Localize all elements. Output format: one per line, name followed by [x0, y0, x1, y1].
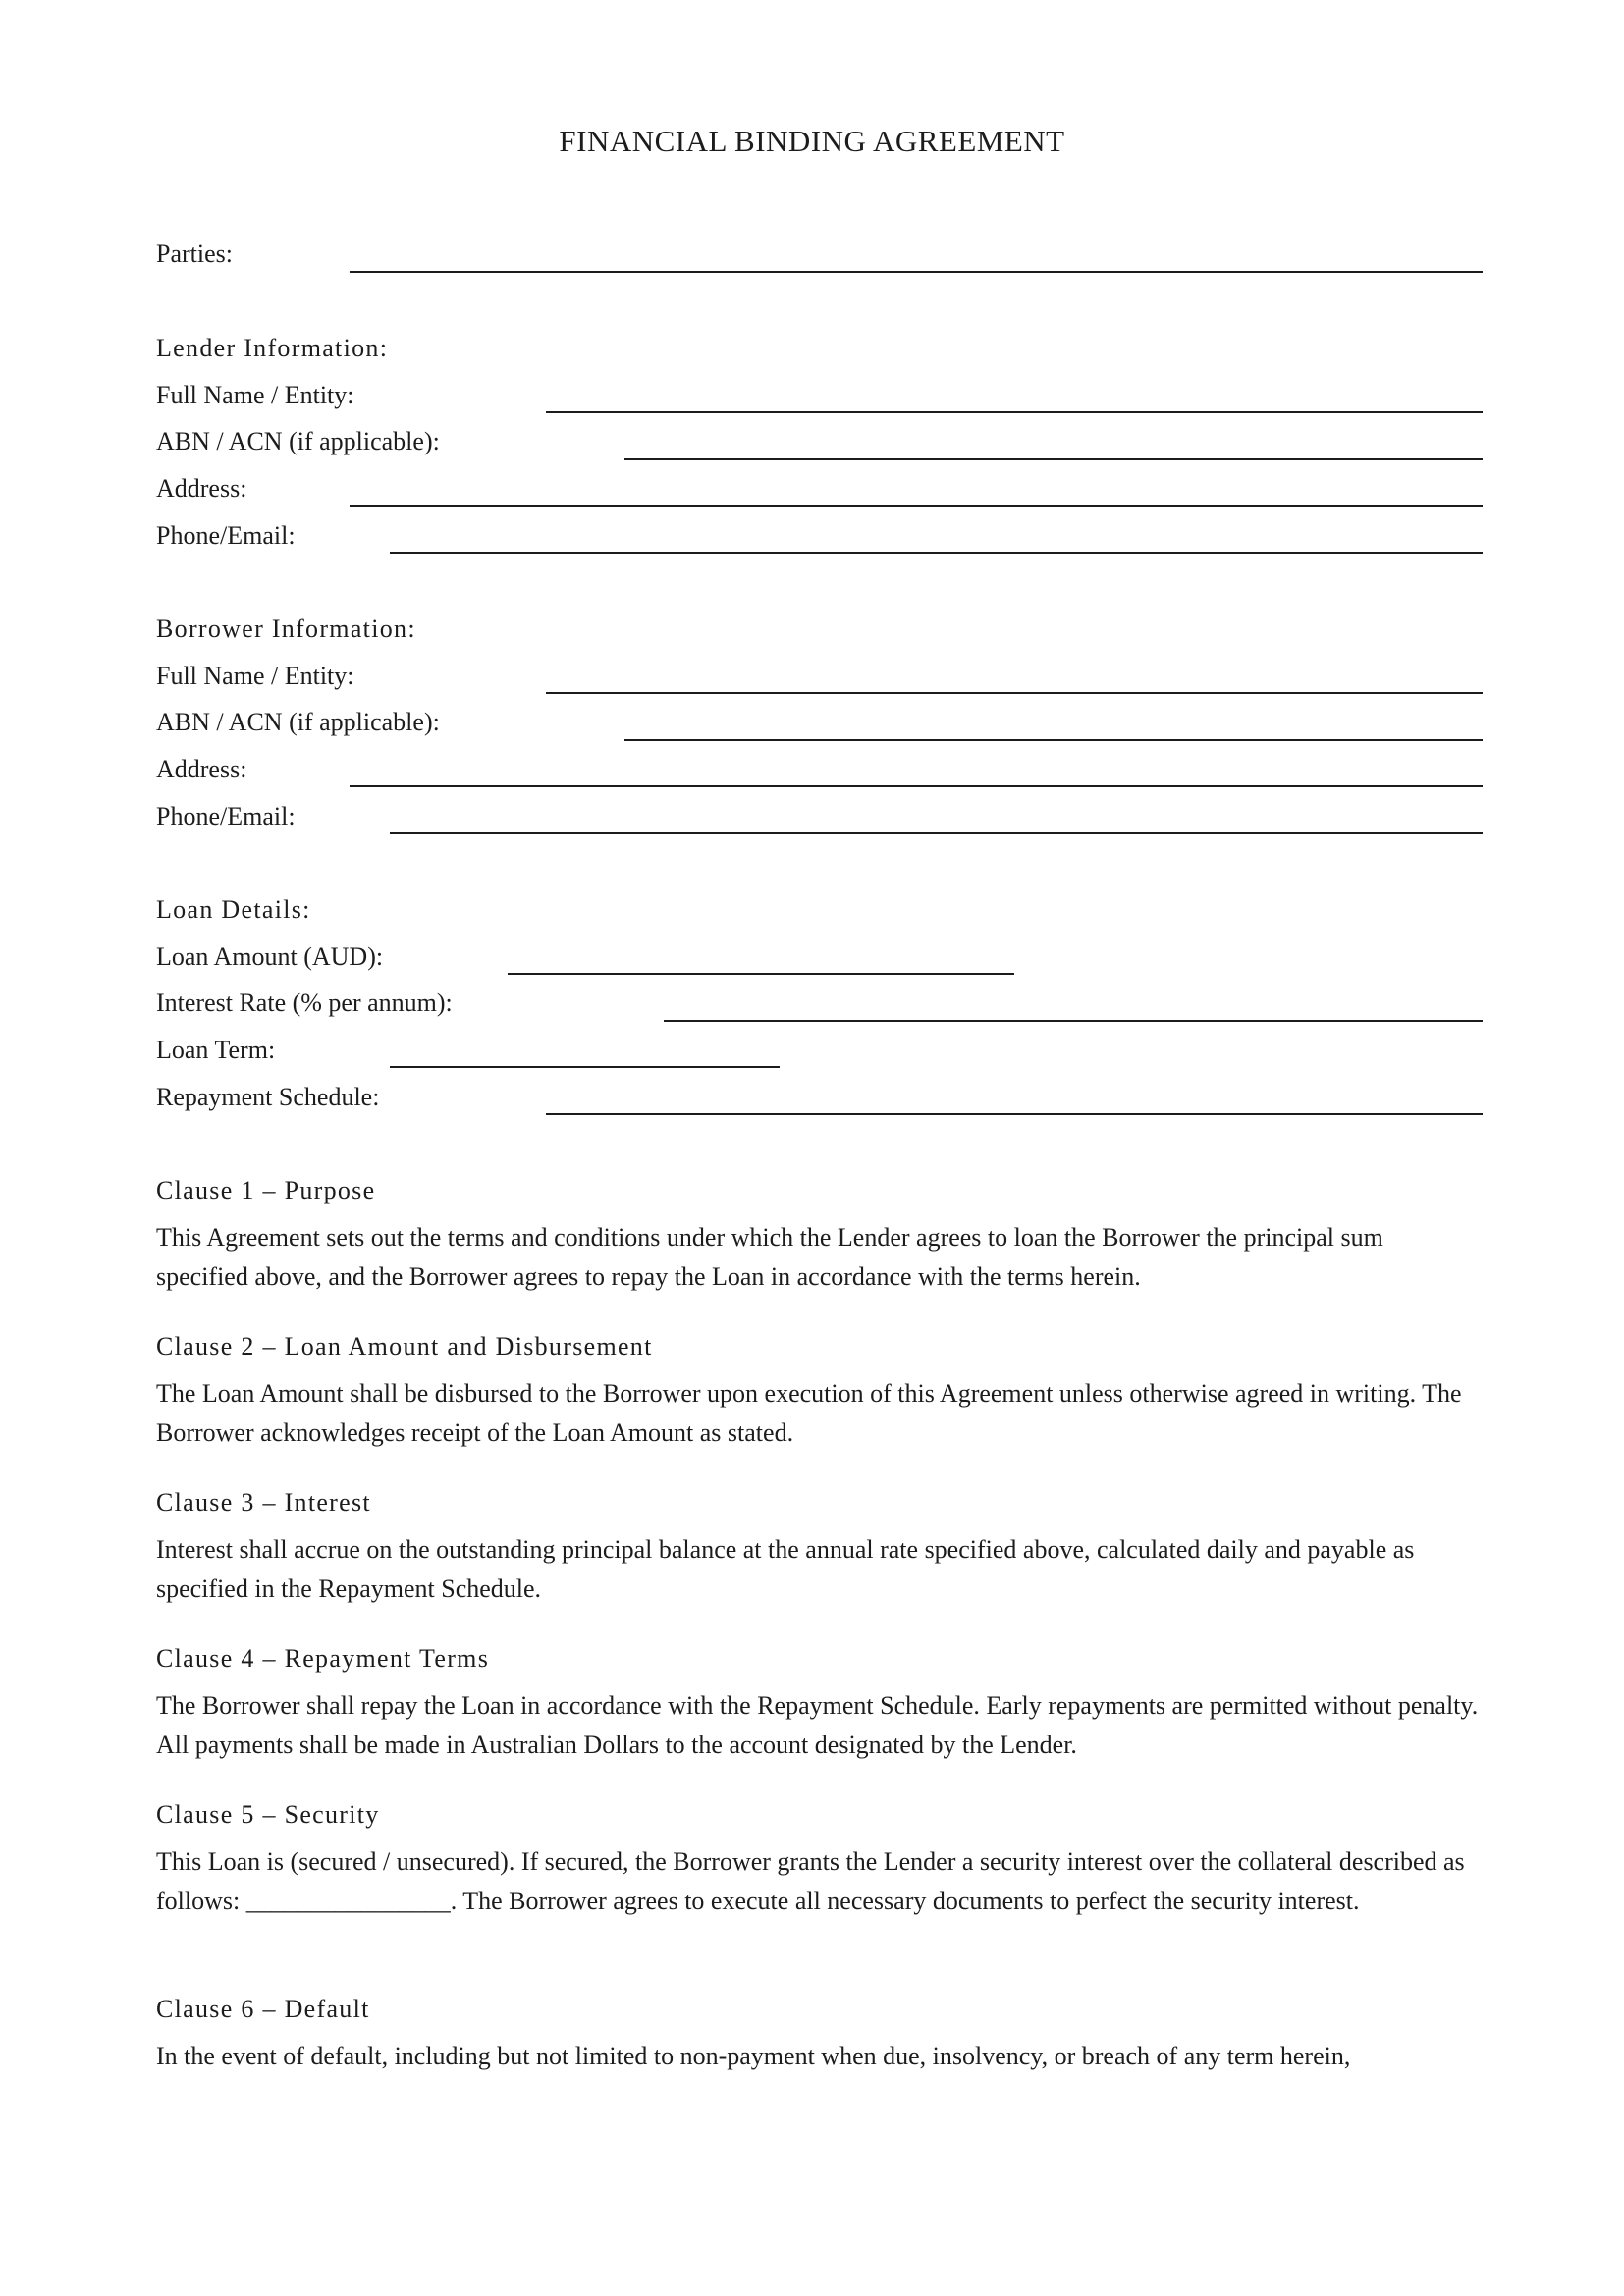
- document-title: FINANCIAL BINDING AGREEMENT: [559, 124, 1065, 158]
- lender-contact-field-line[interactable]: [390, 552, 1483, 554]
- clause-3-text: Interest shall accrue on the outstanding principal balance at the annual rate specified above, calculated daily and payable as specified in the Repayment Schedule.: [156, 1535, 1415, 1603]
- borrower-abn-label: ABN / ACN (if applicable):: [156, 708, 440, 736]
- clause-4-heading: Clause 4 – Repayment Terms: [156, 1644, 490, 1673]
- clause-1-heading: Clause 1 – Purpose: [156, 1176, 376, 1204]
- loan-amount-label: Loan Amount (AUD):: [156, 942, 384, 971]
- clause-6-text: In the event of default, including but not limited to non-payment when due, insolvency, or breach of any term herein,: [156, 2042, 1351, 2070]
- lender-address-label: Address:: [156, 474, 247, 503]
- repayment-schedule-label: Repayment Schedule:: [156, 1083, 380, 1111]
- lender-full-name-field-line[interactable]: [546, 411, 1483, 413]
- interest-rate-field-line[interactable]: [664, 1020, 1483, 1022]
- clause-2-text: The Loan Amount shall be disbursed to the Borrower upon execution of this Agreement unless otherwise agreed in writing. The Borrower acknowledges receipt of the Loan Amount as stated.: [156, 1379, 1462, 1447]
- borrower-full-name-label: Full Name / Entity:: [156, 662, 354, 690]
- clause-4-text: The Borrower shall repay the Loan in accordance with the Repayment Schedule. Early repayments are permitted without penalty. All payments shall be made in Australian Dollars to the account designated by the Lender.: [156, 1691, 1479, 1759]
- clause-6-heading: Clause 6 – Default: [156, 1995, 370, 2023]
- lender-full-name-label: Full Name / Entity:: [156, 381, 354, 409]
- repayment-schedule-field-line[interactable]: [546, 1113, 1483, 1115]
- parties-field-line[interactable]: [350, 271, 1483, 273]
- clause-5-text: This Loan is (secured / unsecured). If secured, the Borrower grants the Lender a security interest over the collateral described as follows: ________________. The Borrower agrees to execute all necessary documents to perfect the security interest.: [156, 1847, 1465, 1915]
- clause-1-text: This Agreement sets out the terms and conditions under which the Lender agrees to loan the Borrower the principal sum specified above, and the Borrower agrees to repay the Loan in accordance with the terms herein.: [156, 1223, 1383, 1291]
- lender-address-field-line[interactable]: [350, 505, 1483, 507]
- loan-term-field-line[interactable]: [390, 1066, 780, 1068]
- clause-2-heading: Clause 2 – Loan Amount and Disbursement: [156, 1332, 653, 1361]
- borrower-contact-label: Phone/Email:: [156, 802, 296, 830]
- clause-5-heading: Clause 5 – Security: [156, 1800, 380, 1829]
- parties-label: Parties:: [156, 240, 233, 268]
- interest-rate-label: Interest Rate (% per annum):: [156, 988, 453, 1017]
- lender-section-heading: Lender Information:: [156, 334, 389, 362]
- loan-details-heading: Loan Details:: [156, 895, 311, 924]
- borrower-full-name-field-line[interactable]: [546, 692, 1483, 694]
- loan-term-label: Loan Term:: [156, 1036, 276, 1064]
- lender-contact-label: Phone/Email:: [156, 521, 296, 550]
- lender-abn-label: ABN / ACN (if applicable):: [156, 427, 440, 455]
- borrower-address-field-line[interactable]: [350, 785, 1483, 787]
- clause-3-heading: Clause 3 – Interest: [156, 1488, 371, 1517]
- borrower-address-label: Address:: [156, 755, 247, 783]
- borrower-contact-field-line[interactable]: [390, 832, 1483, 834]
- borrower-section-heading: Borrower Information:: [156, 614, 416, 643]
- lender-abn-field-line[interactable]: [624, 458, 1483, 460]
- loan-amount-field-line[interactable]: [508, 973, 1014, 975]
- borrower-abn-field-line[interactable]: [624, 739, 1483, 741]
